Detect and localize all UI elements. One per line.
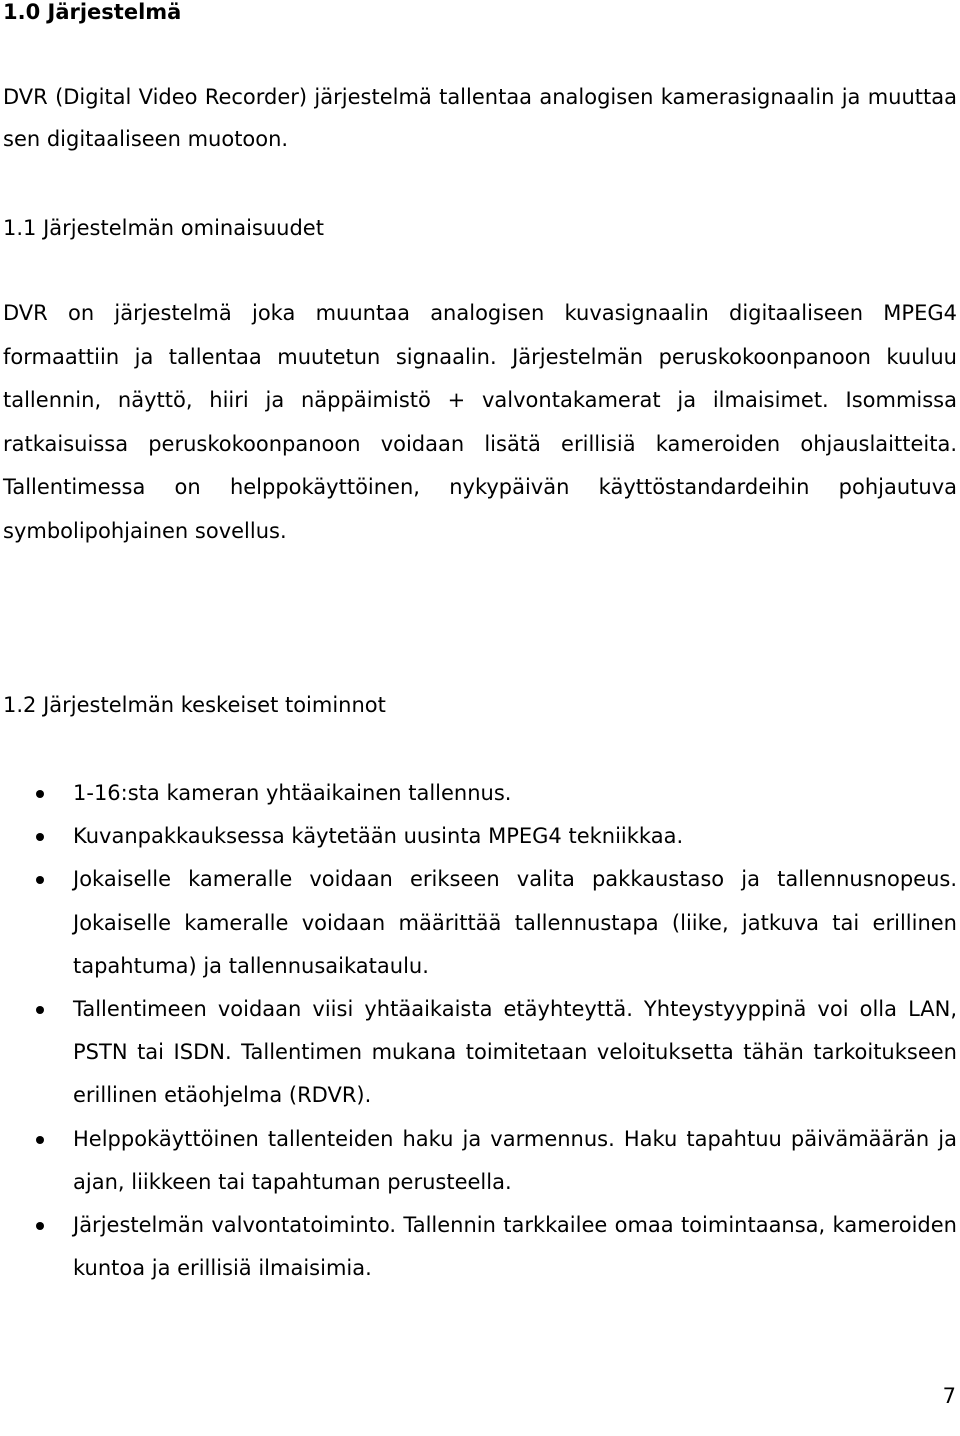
bullet-icon [36, 1136, 44, 1144]
bullet-icon [36, 790, 44, 798]
list-item [0, 1204, 957, 1290]
list-item [0, 988, 957, 1118]
bullet-icon [36, 833, 44, 841]
list-item-text: Jokaiselle kameralle voidaan erikseen valita pakkaustaso ja tallennusnopeus. Jokaiselle kameralle voidaan määrittää tallennustapa (liike, jatkuva tai erillinen tapahtuma) ja tallennusaikataulu. [73, 867, 957, 978]
list-item [0, 772, 957, 815]
bullet-icon [36, 876, 44, 884]
list-item [0, 815, 957, 858]
list-item-text: Tallentimeen voidaan viisi yhtäaikaista etäyhteyttä. Yhteystyyppinä voi olla LAN, PSTN tai ISDN. Tallentimen mukana toimitetaan veloituksetta tähän tarkoitukseen erillinen etäohjelma (RDVR). [73, 997, 957, 1108]
main-heading: 1.0 Järjestelmä [3, 0, 182, 24]
bullet-icon [36, 1222, 44, 1230]
section-1-1-paragraph: DVR on järjestelmä joka muuntaa analogisen kuvasignaalin digitaaliseen MPEG4 formaattiin ja tallentaa muutetun signaalin. Järjestelmän peruskokoonpanoon kuuluu tallennin, näyttö, hiiri ja näppäimistö + valvontakamerat ja ilmaisimet. Isommissa ratkaisuissa peruskokoonpanoon voidaan lisätä erillisiä kameroiden ohjauslaitteita. Tallentimessa on helppokäyttöinen, nykypäivän käyttöstandardeihin pohjautuva symbolipohjainen sovellus. [3, 301, 957, 543]
list-item-text: Helppokäyttöinen tallenteiden haku ja varmennus. Haku tapahtuu päivämäärän ja ajan, liikkeen tai tapahtuman perusteella. [73, 1126, 957, 1194]
list-item-text: Järjestelmän valvontatoiminto. Tallennin tarkkailee omaa toimintaansa, kameroiden kuntoa ja erillisiä ilmaisimia. [73, 1213, 957, 1281]
intro-paragraph: DVR (Digital Video Recorder) järjestelmä tallentaa analogisen kamerasignaalin ja muuttaa sen digitaaliseen muotoon. [3, 85, 957, 151]
list-item-text: Kuvanpakkauksessa käytetään uusinta MPEG4 tekniikkaa. [73, 824, 684, 849]
section-1-1-heading: 1.1 Järjestelmän ominaisuudet [3, 216, 324, 240]
list-item [0, 858, 957, 988]
section-1-2-heading: 1.2 Järjestelmän keskeiset toiminnot [3, 693, 386, 717]
list-item [0, 1118, 957, 1204]
bullet-icon [36, 1006, 44, 1014]
list-item-text: 1-16:sta kameran yhtäaikainen tallennus. [73, 781, 512, 805]
feature-list [0, 772, 957, 1290]
page-number: 7 [942, 1384, 956, 1408]
